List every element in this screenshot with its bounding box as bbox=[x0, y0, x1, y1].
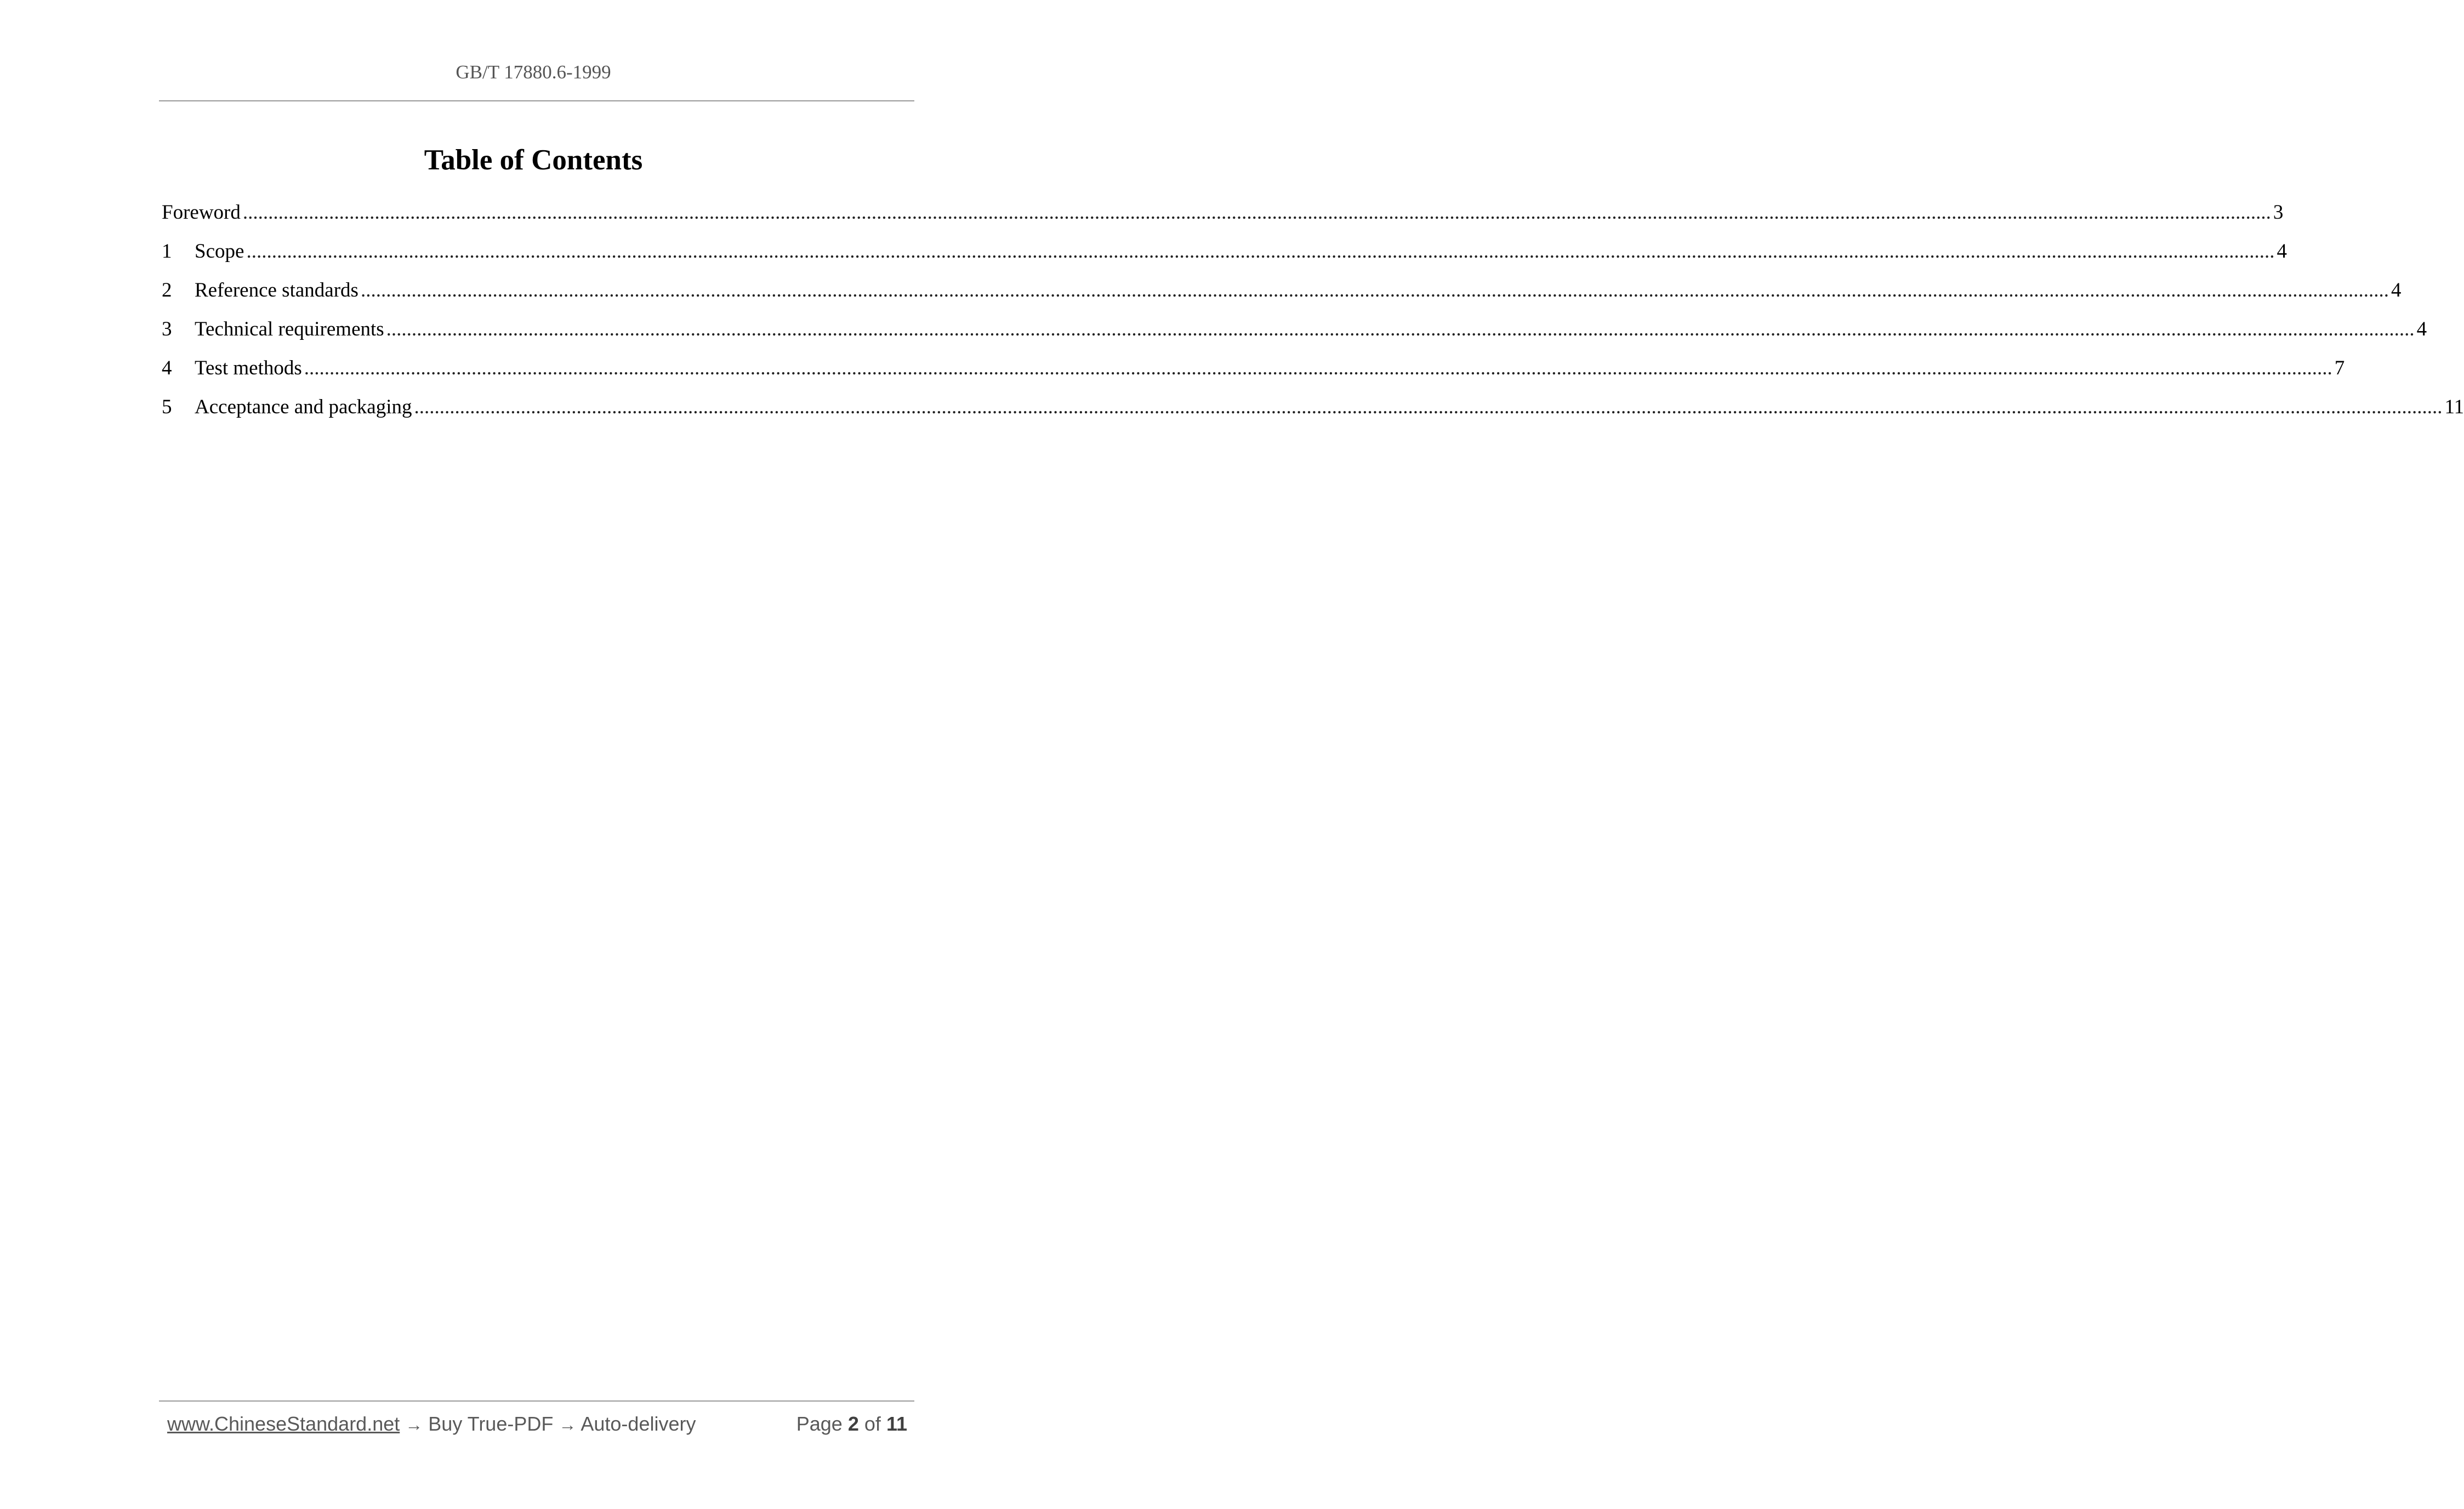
toc-entry-label: Foreword bbox=[162, 201, 241, 224]
footer-divider bbox=[159, 1400, 914, 1402]
header-divider bbox=[159, 100, 914, 101]
dot-leader: ................................................................................................................................................................................................................................................................................................................................................................................................................ bbox=[242, 201, 2271, 224]
toc-entry-label: Test methods bbox=[195, 357, 302, 379]
dot-leader: ................................................................................................................................................................................................................................................................................................................................................................................................................ bbox=[246, 240, 2275, 263]
current-page-number: 2 bbox=[847, 1413, 859, 1435]
dot-leader: ................................................................................................................................................................................................................................................................................................................................................................................................................ bbox=[414, 396, 2443, 418]
toc-entry-number: 2 bbox=[162, 279, 172, 301]
site-link[interactable]: www.ChineseStandard.net bbox=[167, 1413, 400, 1435]
footer-promo bbox=[167, 1413, 696, 1436]
right-arrow-icon: → bbox=[559, 1415, 577, 1434]
toc-entry-acceptance-and-packaging[interactable] bbox=[162, 395, 2464, 434]
page-word: Page bbox=[796, 1413, 843, 1435]
dot-leader: ................................................................................................................................................................................................................................................................................................................................................................................................................ bbox=[360, 279, 2389, 301]
toc-entry-label: Reference standards bbox=[195, 279, 358, 301]
toc-entry-label: Technical requirements bbox=[195, 318, 384, 340]
toc-entry-page: 4 bbox=[2391, 279, 2402, 301]
toc-entry-scope[interactable] bbox=[162, 240, 2287, 278]
running-header: GB/T 17880.6-1999 bbox=[456, 61, 611, 83]
toc-entry-number: 3 bbox=[162, 318, 172, 340]
right-arrow-icon: → bbox=[405, 1415, 423, 1434]
page-counter bbox=[796, 1413, 907, 1436]
toc-entry-number: 1 bbox=[162, 240, 172, 263]
toc-entry-foreword[interactable] bbox=[162, 201, 2284, 240]
toc-entry-page: 4 bbox=[2277, 240, 2287, 263]
toc-entry-number: 5 bbox=[162, 396, 172, 418]
dot-leader: ................................................................................................................................................................................................................................................................................................................................................................................................................ bbox=[386, 318, 2415, 340]
toc-entry-test-methods[interactable] bbox=[162, 356, 2345, 395]
page-footer bbox=[167, 1413, 907, 1440]
total-page-number: 11 bbox=[886, 1413, 907, 1435]
toc-entry-page: 11 bbox=[2444, 396, 2464, 418]
of-word: of bbox=[864, 1413, 881, 1435]
toc-title: Table of Contents bbox=[424, 144, 643, 176]
dot-leader: ................................................................................................................................................................................................................................................................................................................................................................................................................ bbox=[304, 357, 2332, 379]
buy-text: Buy True-PDF bbox=[428, 1413, 554, 1435]
toc-entry-label: Scope bbox=[195, 240, 244, 263]
toc-entry-reference-standards[interactable] bbox=[162, 278, 2402, 317]
toc-entry-number: 4 bbox=[162, 357, 172, 379]
toc-entry-page: 3 bbox=[2273, 201, 2284, 224]
toc-entry-page: 7 bbox=[2334, 357, 2345, 379]
toc-entry-label: Acceptance and packaging bbox=[195, 396, 412, 418]
toc-entry-page: 4 bbox=[2416, 318, 2427, 340]
toc-list bbox=[162, 201, 2464, 434]
delivery-text: Auto-delivery bbox=[581, 1413, 696, 1435]
toc-entry-technical-requirements[interactable] bbox=[162, 317, 2427, 356]
